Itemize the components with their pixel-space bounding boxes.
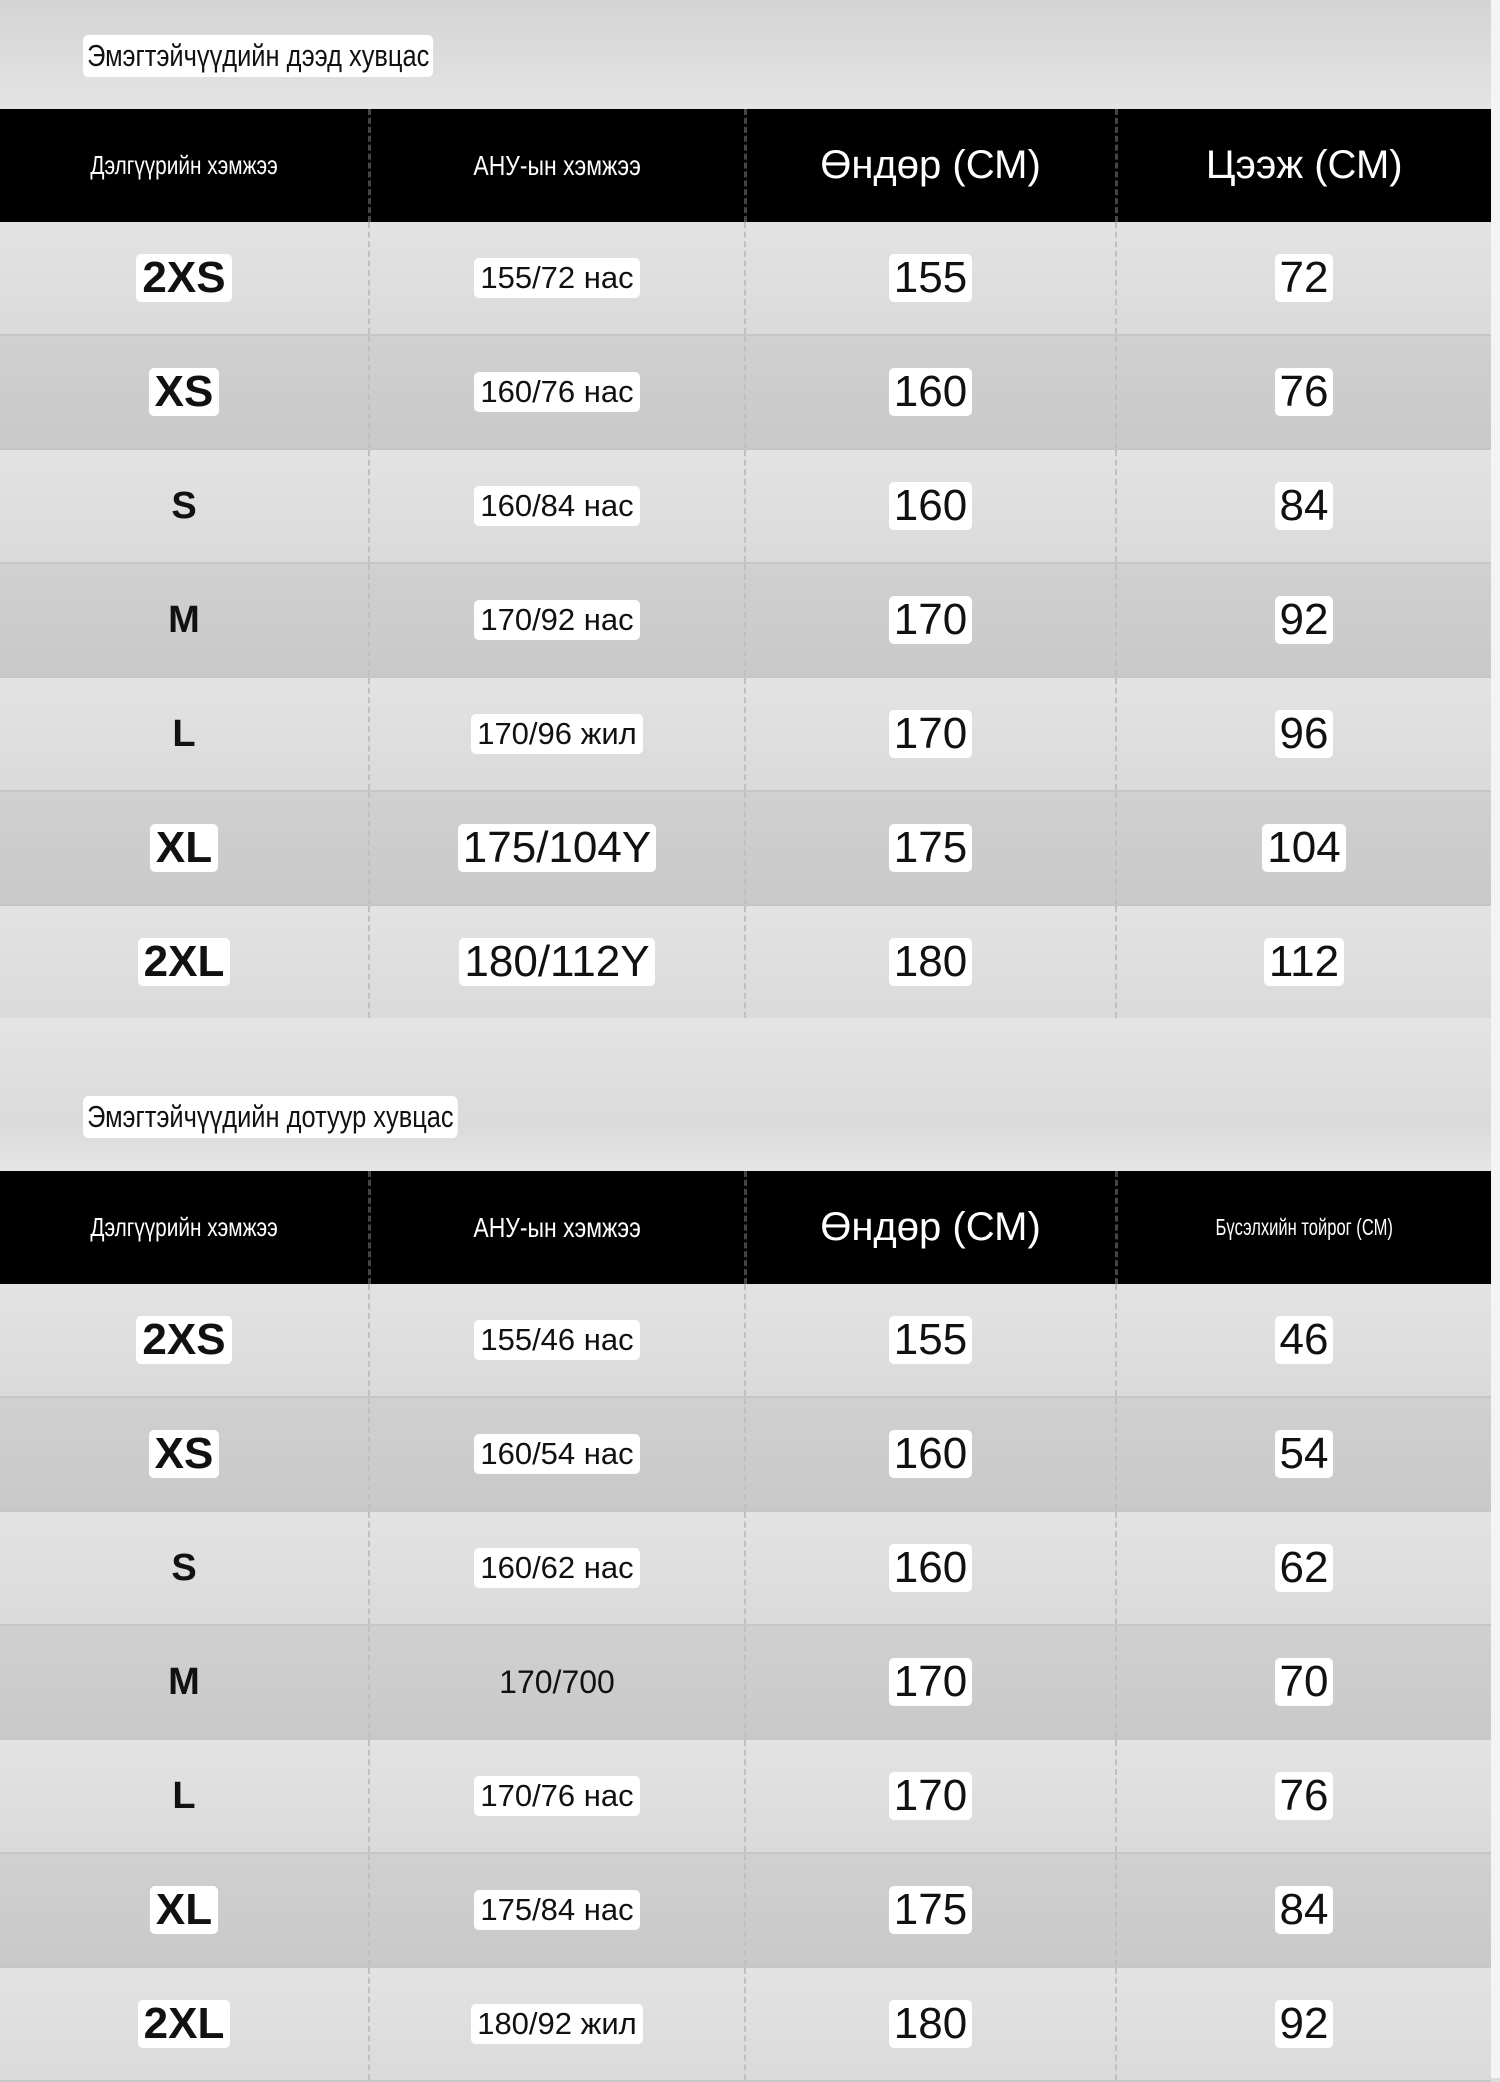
right-edge-strip	[1491, 0, 1500, 2078]
height-cell	[745, 222, 1116, 335]
height-value: 170	[889, 710, 972, 758]
us-size-cell	[369, 905, 745, 1019]
header-waist: Бүсэлхийн тойрог (СМ)	[1116, 1171, 1491, 1284]
height-value: 180	[889, 2000, 972, 2048]
header-store-size: Дэлгүүрийн хэмжээ	[0, 1171, 369, 1284]
waist-value: 54	[1275, 1430, 1334, 1478]
us-size-value: 160/62 нас	[474, 1548, 639, 1588]
waist-cell	[1116, 1967, 1491, 2081]
table-row	[0, 791, 1491, 905]
height-cell	[745, 1625, 1116, 1739]
size-label: L	[172, 1774, 196, 1817]
bottoms-header-row	[0, 1171, 1491, 1284]
table-row	[0, 1625, 1491, 1739]
size-cell	[0, 1853, 369, 1967]
us-size-value: 155/72 нас	[474, 258, 639, 298]
table-row	[0, 449, 1491, 563]
table-row	[0, 1739, 1491, 1853]
us-size-cell	[369, 677, 745, 791]
size-cell	[0, 1625, 369, 1739]
bottoms-size-table	[0, 1171, 1491, 2082]
size-label: XS	[149, 1430, 220, 1478]
table-row	[0, 1284, 1491, 1397]
height-cell	[745, 1284, 1116, 1397]
header-chest: Цээж (СМ)	[1116, 109, 1491, 222]
tops-size-section	[0, 0, 1491, 1018]
chest-cell	[1116, 905, 1491, 1019]
waist-value: 76	[1275, 1772, 1334, 1820]
us-size-value: 170/92 нас	[474, 600, 639, 640]
size-cell	[0, 1284, 369, 1397]
height-value: 180	[889, 938, 972, 986]
waist-value: 70	[1275, 1658, 1334, 1706]
table-row	[0, 1853, 1491, 1967]
bottoms-title-bar	[0, 1018, 1491, 1171]
header-height: Өндөр (СМ)	[745, 109, 1116, 222]
us-size-cell	[369, 1284, 745, 1397]
height-value: 175	[889, 1886, 972, 1934]
size-label: S	[171, 1546, 197, 1589]
size-label: 2XS	[136, 254, 231, 302]
size-cell	[0, 1397, 369, 1511]
us-size-cell	[369, 335, 745, 449]
size-label: M	[168, 1660, 200, 1703]
waist-cell	[1116, 1625, 1491, 1739]
table-row	[0, 677, 1491, 791]
us-size-cell	[369, 222, 745, 335]
waist-cell	[1116, 1853, 1491, 1967]
us-size-cell	[369, 563, 745, 677]
us-size-value: 160/54 нас	[474, 1434, 639, 1474]
waist-value: 46	[1275, 1316, 1334, 1364]
us-size-value: 155/46 нас	[474, 1320, 639, 1360]
size-label: L	[172, 712, 196, 755]
table-row	[0, 222, 1491, 335]
waist-cell	[1116, 1284, 1491, 1397]
waist-value: 92	[1275, 2000, 1334, 2048]
size-cell	[0, 1967, 369, 2081]
us-size-cell	[369, 1511, 745, 1625]
us-size-value: 175/84 нас	[474, 1890, 639, 1930]
chest-value: 76	[1275, 368, 1334, 416]
header-us-size: АНУ-ын хэмжээ	[369, 1171, 745, 1284]
table-row	[0, 335, 1491, 449]
chest-cell	[1116, 335, 1491, 449]
height-value: 170	[889, 1658, 972, 1706]
size-label: 2XS	[136, 1316, 231, 1364]
us-size-value: 180/112Y	[459, 938, 654, 986]
tops-size-table	[0, 109, 1491, 1020]
chest-cell	[1116, 677, 1491, 791]
size-cell	[0, 222, 369, 335]
height-cell	[745, 1397, 1116, 1511]
us-size-cell	[369, 1853, 745, 1967]
table-row	[0, 1397, 1491, 1511]
us-size-value: 175/104Y	[458, 824, 656, 872]
height-cell	[745, 563, 1116, 677]
height-value: 170	[889, 1772, 972, 1820]
chest-value: 112	[1264, 938, 1344, 986]
size-label: S	[171, 484, 197, 527]
table-row	[0, 1967, 1491, 2081]
us-size-cell	[369, 1397, 745, 1511]
table-row	[0, 905, 1491, 1019]
us-size-cell	[369, 1967, 745, 2081]
us-size-value: 170/96 жил	[471, 714, 643, 754]
size-label: XS	[149, 368, 220, 416]
size-cell	[0, 791, 369, 905]
us-size-value: 170/700	[499, 1663, 615, 1700]
header-height: Өндөр (СМ)	[745, 1171, 1116, 1284]
us-size-value: 160/76 нас	[474, 372, 639, 412]
us-size-cell	[369, 1739, 745, 1853]
size-cell	[0, 905, 369, 1019]
bottoms-section-title: Эмэгтэйчүүдийн дотуур хувцас	[83, 1096, 458, 1138]
height-cell	[745, 791, 1116, 905]
size-cell	[0, 1511, 369, 1625]
chest-cell	[1116, 563, 1491, 677]
chest-cell	[1116, 791, 1491, 905]
header-us-size: АНУ-ын хэмжээ	[369, 109, 745, 222]
size-label: XL	[150, 824, 218, 872]
chest-cell	[1116, 222, 1491, 335]
waist-cell	[1116, 1739, 1491, 1853]
table-row	[0, 1511, 1491, 1625]
us-size-cell	[369, 1625, 745, 1739]
tops-section-title: Эмэгтэйчүүдийн дээд хувцас	[83, 35, 433, 77]
chest-value: 84	[1275, 482, 1334, 530]
table-row	[0, 563, 1491, 677]
size-label: XL	[150, 1886, 218, 1934]
height-cell	[745, 677, 1116, 791]
height-cell	[745, 1853, 1116, 1967]
height-value: 175	[889, 824, 972, 872]
height-cell	[745, 905, 1116, 1019]
us-size-cell	[369, 449, 745, 563]
us-size-value: 180/92 жил	[471, 2004, 643, 2044]
chest-cell	[1116, 449, 1491, 563]
chest-value: 72	[1275, 254, 1334, 302]
size-cell	[0, 335, 369, 449]
height-value: 160	[889, 368, 972, 416]
size-cell	[0, 563, 369, 677]
us-size-cell	[369, 791, 745, 905]
height-cell	[745, 1967, 1116, 2081]
height-cell	[745, 449, 1116, 563]
size-label: 2XL	[138, 2000, 231, 2048]
waist-cell	[1116, 1397, 1491, 1511]
height-cell	[745, 335, 1116, 449]
us-size-value: 170/76 нас	[474, 1776, 639, 1816]
height-value: 155	[889, 254, 972, 302]
height-cell	[745, 1511, 1116, 1625]
height-value: 170	[889, 596, 972, 644]
height-value: 155	[889, 1316, 972, 1364]
chest-value: 92	[1275, 596, 1334, 644]
tops-title-bar	[0, 0, 1491, 109]
size-label: 2XL	[138, 938, 231, 986]
bottoms-size-section	[0, 1018, 1491, 2078]
chest-value: 96	[1275, 710, 1334, 758]
height-value: 160	[889, 482, 972, 530]
us-size-value: 160/84 нас	[474, 486, 639, 526]
size-cell	[0, 1739, 369, 1853]
chest-value: 104	[1262, 824, 1345, 872]
height-value: 160	[889, 1544, 972, 1592]
header-store-size: Дэлгүүрийн хэмжээ	[0, 109, 369, 222]
waist-value: 62	[1275, 1544, 1334, 1592]
height-value: 160	[889, 1430, 972, 1478]
size-label: M	[168, 598, 200, 641]
waist-cell	[1116, 1511, 1491, 1625]
tops-header-row	[0, 109, 1491, 222]
height-cell	[745, 1739, 1116, 1853]
size-cell	[0, 677, 369, 791]
size-cell	[0, 449, 369, 563]
waist-value: 84	[1275, 1886, 1334, 1934]
